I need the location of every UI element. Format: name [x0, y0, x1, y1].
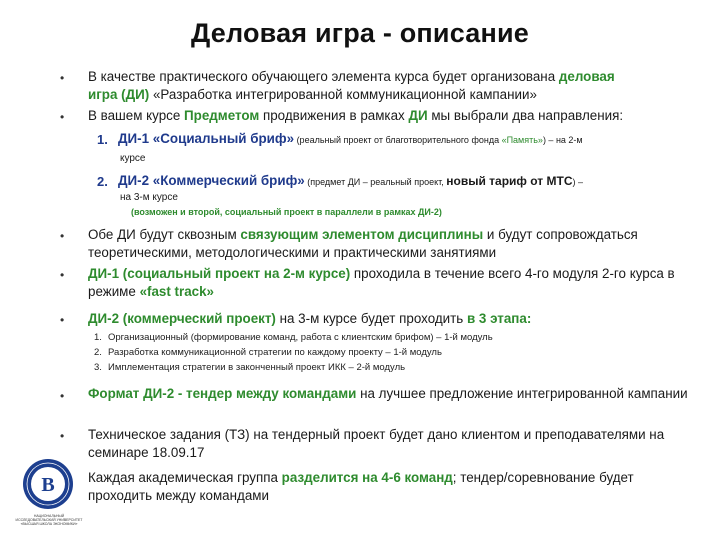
- page-title: Деловая игра - описание: [190, 18, 529, 48]
- list-item: 1. Организационный (формирование команд, работа с клиентским брифом) – 1-й модуль: [94, 332, 493, 343]
- bullet-text-format: Формат ДИ-2 - тендер между командами на лучшее предложение интегрированной кампании: [88, 386, 688, 401]
- bullet-text-tz: Техническое задания (ТЗ) на тендерный проект будет дано клиентом и преподавателями на семинаре 18.09.17: [88, 427, 665, 460]
- bullet-icon: •: [60, 229, 65, 243]
- bullet-text-teams: Каждая академическая группа разделится на 4-6 команд; тендер/соревнование будет проходить между командами: [88, 470, 634, 503]
- list-item-di2-cont: на 3-м курсе: [120, 192, 178, 203]
- bullet-text-di1: ДИ-1 (социальный проект на 2-м курсе) проходила в течение всего 4-го модуля 2-го курса в режиме «fast track»: [88, 266, 675, 299]
- bullet-icon: •: [60, 429, 65, 443]
- bullet-icon: •: [60, 71, 65, 85]
- bullet-text-intro: В качестве практического обучающего элемента курса будет организована деловая игра (ДИ) «Разработка интегрированной коммуникационной кампании»: [88, 69, 615, 102]
- list-number: 1.: [97, 132, 108, 147]
- list-item-di2-note: (возможен и второй, социальный проект в параллели в рамках ДИ-2): [131, 207, 442, 217]
- bullet-text-subject: В вашем курсе Предметом продвижения в рамках ДИ мы выбрали два направления:: [88, 108, 624, 123]
- stages-list: [94, 330, 493, 375]
- bullet-text-both: Обе ДИ будут сквозным связующим элементом дисциплины и будут сопровождаться теоретическими, методологическими и практическими занятиями: [88, 227, 638, 260]
- bullet-icon: •: [60, 313, 65, 327]
- list-item-di2: ДИ-2 «Коммерческий бриф» (предмет ДИ – реальный проект, новый тариф от МТС) –: [118, 173, 584, 188]
- svg-text:В: В: [41, 474, 55, 496]
- logo-caption: НАЦИОНАЛЬНЫЙ ИССЛЕДОВАТЕЛЬСКИЙ УНИВЕРСИТЕТ «ВЫСШАЯ ШКОЛА ЭКОНОМИКИ»: [15, 514, 83, 526]
- list-item-di1: ДИ-1 «Социальный бриф» (реальный проект от благотворительного фонда «Память») – на 2-м: [118, 131, 583, 146]
- bullet-icon: •: [60, 389, 65, 403]
- list-number: 2.: [97, 174, 108, 189]
- hse-university-logo-icon: [22, 458, 74, 510]
- bullet-icon: •: [60, 110, 65, 124]
- list-item-di1-cont: курсе: [120, 153, 146, 164]
- bullet-icon: •: [60, 268, 65, 282]
- list-item: 2. Разработка коммуникационной стратегии по каждому проекту – 1-й модуль: [94, 347, 442, 358]
- bullet-text-di2: ДИ-2 (коммерческий проект) на 3-м курсе будет проходить в 3 этапа:: [88, 311, 532, 326]
- list-item: 3. Имплементация стратегии в законченный проект ИКК – 2-й модуль: [94, 362, 406, 373]
